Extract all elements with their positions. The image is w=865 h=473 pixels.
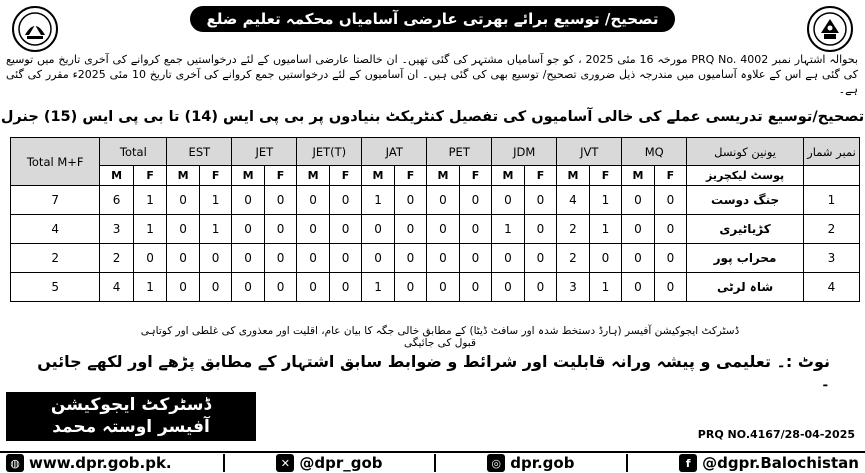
signature-block [6, 392, 256, 441]
jdm-f-cell: 0 [524, 273, 557, 302]
empty-cell [803, 166, 859, 186]
header-union-council: یونین کونسل [687, 138, 804, 166]
twitter-icon: ✕ [276, 454, 294, 472]
prq-number: PRQ NO.4167/28-04-2025 [697, 428, 855, 441]
est-f-cell: 1 [199, 186, 231, 215]
jett-m-cell: 0 [297, 215, 329, 244]
total-mf-cell: 2 [11, 244, 100, 273]
m-label: M [557, 166, 589, 186]
jvt-m-cell: 3 [557, 273, 589, 302]
pet-m-cell: 0 [427, 244, 459, 273]
footer-instagram-text: dpr.gob [510, 454, 575, 472]
footnote: ڈسٹرکٹ ایجوکیشن آفیسر (ہارڈ دستخط شدہ اور سافٹ ڈیٹا) کے مطابق خالی جگہ کا بیان عام، اقلیت اور معذوری کی غلطی اور کوتاہی قبول کی جائیگی [140, 325, 740, 349]
jdm-f-cell: 0 [524, 186, 557, 215]
footer-facebook-text: @dgpr.Balochistan [702, 454, 859, 472]
header-serial: نمبر شمار [803, 138, 859, 166]
header-pet: PET [427, 138, 492, 166]
header-total: Total [100, 138, 167, 166]
mq-m-cell: 0 [622, 273, 654, 302]
jdm-f-cell: 0 [524, 215, 557, 244]
jat-f-cell: 0 [394, 244, 427, 273]
signature-line-2: آفیسر اوستہ محمد [52, 417, 210, 437]
total-f-cell: 1 [133, 186, 167, 215]
header-total-mf: Total M+F [11, 138, 100, 186]
jet-f-cell: 0 [264, 215, 296, 244]
jat-f-cell: 0 [394, 186, 427, 215]
jat-m-cell: 0 [362, 244, 394, 273]
post-lecturers-label: پوسٹ لیکچریز [687, 166, 804, 186]
jett-f-cell: 0 [329, 186, 361, 215]
pet-f-cell: 0 [459, 215, 492, 244]
table-heading: تصحیح/توسیع تدریسی عملے کی خالی آسامیوں کی تفصیل کنٹریکٹ بنیادوں پر بی پی ایس (14) تا بی پی ایس (15) جنرل [0, 109, 865, 125]
jvt-m-cell: 2 [557, 215, 589, 244]
f-label: F [524, 166, 557, 186]
notice-paragraph: بحوالہ اشتہار نمبر PRQ No. 4002 مورخہ 16 مئی 2025 ، کو جو آسامیاں مشتہر کی گئی تھیں۔ ان خالصتا عارضی اسامیوں کے لئے درخواستیں جمع کروانے کی آخری تاریخ میں توسیع کی گئی ہے اس کے علاوہ آسامیوں میں مندرجہ ذیل ضروری تصحیح/ توسیع بھی کی گئی ہیں۔ ان آسامیوں کے لئے درخواستیں جمع کروانے کی آخری تاریخ 10 مئی 2025ء مقرر کی گئی ہے۔ [6, 53, 859, 96]
mq-f-cell: 0 [654, 215, 687, 244]
mq-f-cell: 0 [654, 186, 687, 215]
footer-twitter-text: @dpr_gob [299, 454, 383, 472]
pet-f-cell: 0 [459, 273, 492, 302]
total-mf-cell: 4 [11, 215, 100, 244]
globe-icon: ◍ [6, 454, 24, 472]
footer-website[interactable] [6, 454, 172, 472]
facebook-icon: f [679, 454, 697, 472]
jet-m-cell: 0 [232, 244, 264, 273]
total-m-cell: 2 [100, 244, 134, 273]
f-label: F [394, 166, 427, 186]
f-label: F [133, 166, 167, 186]
header-est: EST [167, 138, 232, 166]
union-council-cell: کڑیاٹیری [687, 215, 804, 244]
jvt-f-cell: 1 [589, 186, 622, 215]
footer-website-text: www.dpr.gob.pk. [29, 454, 172, 472]
mq-m-cell: 0 [622, 244, 654, 273]
vacancy-table [10, 137, 860, 302]
header-jet: JET [232, 138, 297, 166]
jvt-f-cell: 1 [589, 273, 622, 302]
jet-m-cell: 0 [232, 273, 264, 302]
header-mq: MQ [622, 138, 687, 166]
total-m-cell: 4 [100, 273, 134, 302]
jvt-f-cell: 0 [589, 244, 622, 273]
pet-m-cell: 0 [427, 215, 459, 244]
est-f-cell: 1 [199, 215, 231, 244]
table-row [11, 273, 860, 302]
m-label: M [232, 166, 264, 186]
m-label: M [492, 166, 524, 186]
header-jdm: JDM [492, 138, 557, 166]
jet-f-cell: 0 [264, 273, 296, 302]
mq-f-cell: 0 [654, 244, 687, 273]
jett-f-cell: 0 [329, 244, 361, 273]
jat-f-cell: 0 [394, 215, 427, 244]
mq-m-cell: 0 [622, 215, 654, 244]
serial-cell: 4 [803, 273, 859, 302]
est-m-cell: 0 [167, 215, 199, 244]
jett-m-cell: 0 [297, 186, 329, 215]
union-council-cell: شاہ لرٹی [687, 273, 804, 302]
table-row [11, 244, 860, 273]
f-label: F [329, 166, 361, 186]
union-council-cell: جنگ دوست [687, 186, 804, 215]
header-jett: JET(T) [297, 138, 362, 166]
jett-m-cell: 0 [297, 244, 329, 273]
total-mf-cell: 5 [11, 273, 100, 302]
jat-m-cell: 1 [362, 186, 394, 215]
est-m-cell: 0 [167, 273, 199, 302]
total-f-cell: 1 [133, 273, 167, 302]
serial-cell: 3 [803, 244, 859, 273]
f-label: F [199, 166, 231, 186]
balochistan-emblem-left [12, 6, 58, 52]
est-m-cell: 0 [167, 186, 199, 215]
f-label: F [264, 166, 296, 186]
table-row [11, 186, 860, 215]
footer-twitter[interactable] [276, 454, 382, 472]
divider [434, 454, 436, 472]
pet-m-cell: 0 [427, 273, 459, 302]
jett-m-cell: 0 [297, 273, 329, 302]
emblem-icon [812, 11, 848, 47]
table-row [11, 215, 860, 244]
balochistan-emblem-right [807, 6, 853, 52]
m-label: M [297, 166, 329, 186]
jvt-m-cell: 4 [557, 186, 589, 215]
jdm-m-cell: 0 [492, 273, 524, 302]
jvt-f-cell: 1 [589, 215, 622, 244]
footer-instagram[interactable] [487, 454, 574, 472]
union-council-cell: محراب پور [687, 244, 804, 273]
pet-f-cell: 0 [459, 244, 492, 273]
total-f-cell: 1 [133, 215, 167, 244]
header-jat: JAT [362, 138, 427, 166]
jat-f-cell: 0 [394, 273, 427, 302]
serial-cell: 1 [803, 186, 859, 215]
jet-f-cell: 0 [264, 186, 296, 215]
f-label: F [654, 166, 687, 186]
est-m-cell: 0 [167, 244, 199, 273]
jat-m-cell: 0 [362, 215, 394, 244]
emblem-icon [17, 11, 53, 47]
pet-m-cell: 0 [427, 186, 459, 215]
jdm-m-cell: 0 [492, 244, 524, 273]
total-mf-cell: 7 [11, 186, 100, 215]
jdm-m-cell: 1 [492, 215, 524, 244]
mq-m-cell: 0 [622, 186, 654, 215]
footer-bar [0, 451, 865, 473]
jdm-f-cell: 0 [524, 244, 557, 273]
notice-title-banner: تصحیح/ توسیع برائے بھرتی عارضی آسامیاں محکمہ تعلیم ضلع اوستہ محمد [190, 6, 675, 32]
note-text: نوٹ :۔ تعلیمی و پیشہ ورانہ قابلیت اور شرائط و ضوابط سابق اشتہار کے مطابق پڑھے اور لکھے جائیں ۔ [37, 352, 830, 390]
signature-line-1: ڈسٹرکٹ ایجوکیشن [50, 395, 212, 415]
m-label: M [622, 166, 654, 186]
header-jvt: JVT [557, 138, 622, 166]
jett-f-cell: 0 [329, 215, 361, 244]
divider [223, 454, 225, 472]
footer-facebook[interactable] [679, 454, 859, 472]
jvt-m-cell: 2 [557, 244, 589, 273]
jet-f-cell: 0 [264, 244, 296, 273]
pet-f-cell: 0 [459, 186, 492, 215]
f-label: F [459, 166, 492, 186]
total-f-cell: 0 [133, 244, 167, 273]
gender-header-row [11, 166, 860, 186]
jet-m-cell: 0 [232, 186, 264, 215]
m-label: M [362, 166, 394, 186]
m-label: M [167, 166, 199, 186]
m-label: M [427, 166, 459, 186]
serial-cell: 2 [803, 215, 859, 244]
m-label: M [100, 166, 134, 186]
jet-m-cell: 0 [232, 215, 264, 244]
f-label: F [589, 166, 622, 186]
est-f-cell: 0 [199, 244, 231, 273]
instagram-icon: ◎ [487, 454, 505, 472]
est-f-cell: 0 [199, 273, 231, 302]
total-m-cell: 3 [100, 215, 134, 244]
mq-f-cell: 0 [654, 273, 687, 302]
jett-f-cell: 0 [329, 273, 361, 302]
jat-m-cell: 1 [362, 273, 394, 302]
divider [626, 454, 628, 472]
total-m-cell: 6 [100, 186, 134, 215]
jdm-m-cell: 0 [492, 186, 524, 215]
